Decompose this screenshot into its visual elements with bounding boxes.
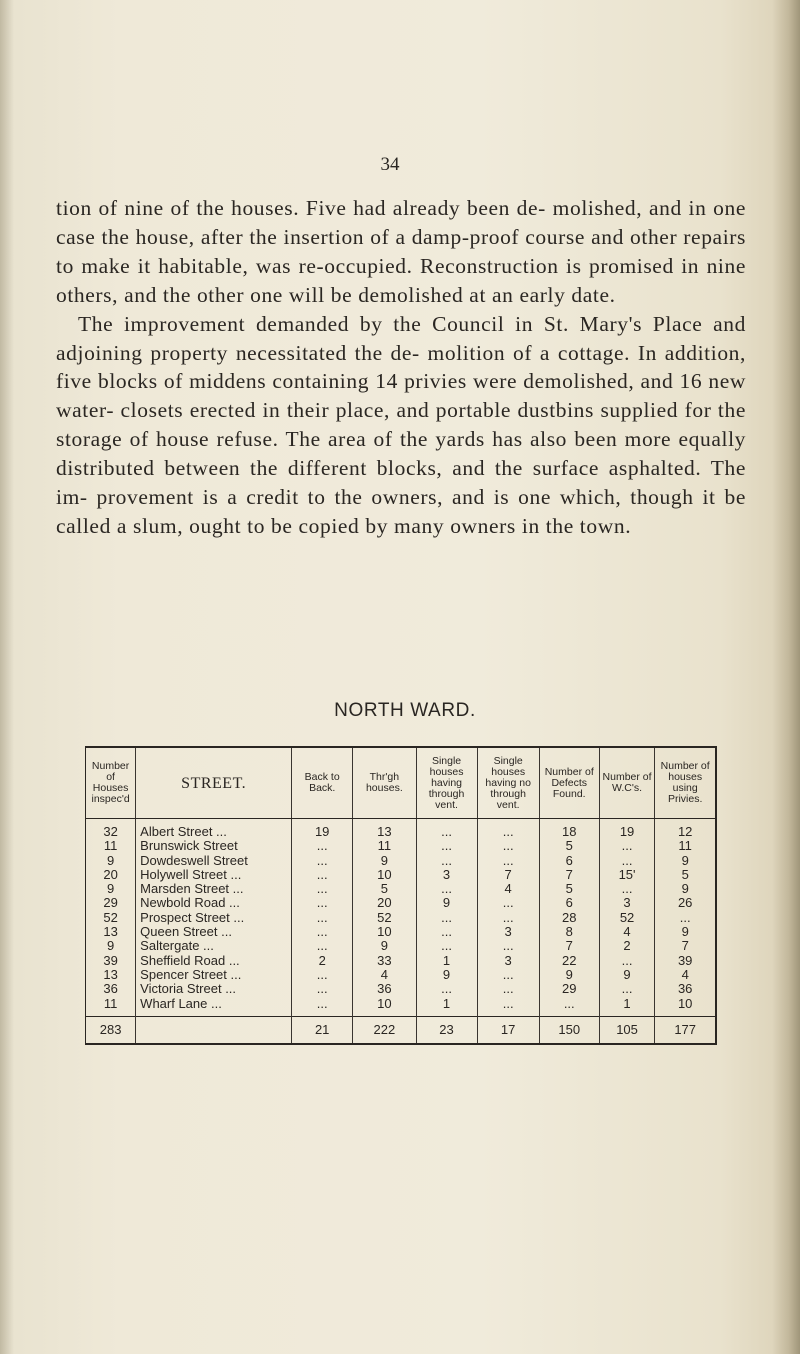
column-header-defects-found: Number of Defects Found. — [539, 747, 599, 819]
table-cell: 13 — [86, 925, 136, 939]
table-row — [86, 968, 717, 982]
table-cell: ... — [599, 839, 655, 853]
table-cell: 7 — [477, 868, 539, 882]
table-cell: 4 — [599, 925, 655, 939]
table-cell: 3 — [477, 925, 539, 939]
table-cell: ... — [477, 968, 539, 982]
table-cell: ... — [477, 854, 539, 868]
totals-row — [86, 1016, 717, 1044]
column-header-back-to-back: Back to Back. — [292, 747, 353, 819]
table-cell: ... — [292, 839, 353, 853]
table-cell: 4 — [477, 882, 539, 896]
table-cell: 7 — [539, 939, 599, 953]
table-cell: 39 — [655, 954, 716, 968]
total-cell: 105 — [599, 1016, 655, 1044]
table-cell: 10 — [353, 868, 416, 882]
table-cell: ... — [477, 982, 539, 996]
table-cell: 36 — [353, 982, 416, 996]
table-cell: 12 — [655, 819, 716, 840]
table-cell: ... — [416, 854, 477, 868]
table-cell: 3 — [477, 954, 539, 968]
total-cell: 21 — [292, 1016, 353, 1044]
table-header-row — [86, 747, 717, 819]
table-cell: 9 — [599, 968, 655, 982]
table-cell: ... — [292, 882, 353, 896]
table-cell: 9 — [655, 882, 716, 896]
table-cell: 9 — [655, 854, 716, 868]
table-cell: 4 — [655, 968, 716, 982]
street-cell: Victoria Street ... — [136, 982, 292, 996]
table-cell: 28 — [539, 911, 599, 925]
street-cell: Wharf Lane ... — [136, 997, 292, 1017]
table-cell: ... — [539, 997, 599, 1017]
page-left-shadow — [0, 0, 14, 1354]
table-cell: 9 — [353, 939, 416, 953]
table-cell: ... — [477, 911, 539, 925]
table-cell: 3 — [416, 868, 477, 882]
column-header-houses-using-privies: Number of houses using Privies. — [655, 747, 716, 819]
street-cell: Holywell Street ... — [136, 868, 292, 882]
table-cell: ... — [477, 997, 539, 1017]
table-cell: 11 — [655, 839, 716, 853]
table-cell: 29 — [86, 896, 136, 910]
street-cell: Marsden Street ... — [136, 882, 292, 896]
table-row — [86, 997, 717, 1017]
table-title: NORTH WARD. — [334, 700, 476, 721]
table-row — [86, 854, 717, 868]
table-row — [86, 939, 717, 953]
table-cell: ... — [416, 911, 477, 925]
table-cell: ... — [477, 896, 539, 910]
table-cell: 8 — [539, 925, 599, 939]
table-row — [86, 911, 717, 925]
table-cell: 36 — [655, 982, 716, 996]
table-cell: 9 — [86, 882, 136, 896]
column-header-street: STREET. — [136, 747, 292, 819]
table-cell: 5 — [353, 882, 416, 896]
total-cell: 222 — [353, 1016, 416, 1044]
table-cell: 1 — [599, 997, 655, 1017]
street-cell: Albert Street ... — [136, 819, 292, 840]
column-header-wcs: Number of W.C's. — [599, 747, 655, 819]
table-cell: ... — [599, 982, 655, 996]
total-cell: 150 — [539, 1016, 599, 1044]
table-cell: ... — [292, 982, 353, 996]
total-cell — [136, 1016, 292, 1044]
table-cell: ... — [292, 896, 353, 910]
table-cell: ... — [416, 939, 477, 953]
table-cell: 11 — [86, 839, 136, 853]
street-cell: Brunswick Street — [136, 839, 292, 853]
table-cell: 19 — [599, 819, 655, 840]
table-cell: ... — [292, 868, 353, 882]
table-row — [86, 982, 717, 996]
table-cell: 11 — [353, 839, 416, 853]
table-cell: 10 — [353, 997, 416, 1017]
table-cell: 15' — [599, 868, 655, 882]
table-cell: 39 — [86, 954, 136, 968]
table-cell: 9 — [353, 854, 416, 868]
table-row — [86, 925, 717, 939]
street-cell: Queen Street ... — [136, 925, 292, 939]
table-cell: ... — [416, 925, 477, 939]
table-cell: ... — [416, 839, 477, 853]
column-header-single-no-through-vent: Single houses having no through vent. — [477, 747, 539, 819]
table-cell: ... — [655, 911, 716, 925]
table-row — [86, 819, 717, 840]
table-cell: 2 — [599, 939, 655, 953]
table-cell: 33 — [353, 954, 416, 968]
table-cell: 26 — [655, 896, 716, 910]
table-cell: ... — [292, 968, 353, 982]
table-cell: ... — [477, 819, 539, 840]
table-cell: 19 — [292, 819, 353, 840]
table-cell: 9 — [86, 939, 136, 953]
table-cell: 52 — [353, 911, 416, 925]
total-cell: 17 — [477, 1016, 539, 1044]
table-cell: ... — [477, 839, 539, 853]
table-cell: 5 — [655, 868, 716, 882]
table-cell: ... — [292, 911, 353, 925]
page-edge-shadow — [772, 0, 800, 1354]
table-cell: 6 — [539, 896, 599, 910]
table-cell: 9 — [655, 925, 716, 939]
table-cell: 13 — [353, 819, 416, 840]
table-cell: 9 — [416, 896, 477, 910]
column-header-through-houses: Thr'gh houses. — [353, 747, 416, 819]
table-cell: 7 — [655, 939, 716, 953]
table-cell: 32 — [86, 819, 136, 840]
table-cell: 2 — [292, 954, 353, 968]
table-cell: ... — [599, 954, 655, 968]
table-cell: ... — [416, 982, 477, 996]
table-body — [86, 819, 717, 1017]
street-cell: Spencer Street ... — [136, 968, 292, 982]
table-cell: 6 — [539, 854, 599, 868]
table-cell: 52 — [599, 911, 655, 925]
table-cell: ... — [292, 997, 353, 1017]
table-cell: ... — [416, 819, 477, 840]
table-cell: 1 — [416, 954, 477, 968]
table-cell: 5 — [539, 839, 599, 853]
table-cell: ... — [599, 854, 655, 868]
body-text — [56, 194, 746, 541]
table-cell: ... — [477, 939, 539, 953]
table-row — [86, 839, 717, 853]
table-cell: 13 — [86, 968, 136, 982]
street-cell: Dowdeswell Street — [136, 854, 292, 868]
table-cell: 10 — [655, 997, 716, 1017]
column-header-single-through-vent: Single houses having through vent. — [416, 747, 477, 819]
street-cell: Prospect Street ... — [136, 911, 292, 925]
table-cell: 20 — [86, 868, 136, 882]
table-cell: 4 — [353, 968, 416, 982]
street-cell: Saltergate ... — [136, 939, 292, 953]
table-cell: ... — [599, 882, 655, 896]
table-cell: 7 — [539, 868, 599, 882]
table-cell: ... — [416, 882, 477, 896]
table-cell: 11 — [86, 997, 136, 1017]
table-cell: ... — [292, 854, 353, 868]
paragraph-2: The improvement demanded by the Council in St. Mary's Place and adjoining property necessitated the de- molition of a cottage. In addition, five blocks of middens containing 14 privies were demolished, and 16 new water- closets erected in their place, and portable dustbins supplied for the storage of house refuse. The area of the yards has also been more equally distributed between the different blocks, and the surface asphalted. The im- provement is a credit to the owners, and is one which, though it be called a slum, ought to be copied by many owners in the town. — [56, 311, 746, 538]
table-cell: 9 — [539, 968, 599, 982]
table-cell: ... — [292, 925, 353, 939]
table-cell: 52 — [86, 911, 136, 925]
table-cell: 3 — [599, 896, 655, 910]
street-cell: Sheffield Road ... — [136, 954, 292, 968]
table-footer — [86, 1016, 717, 1044]
total-cell: 177 — [655, 1016, 716, 1044]
table-cell: 22 — [539, 954, 599, 968]
total-cell: 283 — [86, 1016, 136, 1044]
table-row — [86, 868, 717, 882]
paragraph-1: tion of nine of the houses. Five had already been de- molished, and in one case the house, after the insertion of a damp-proof course and other repairs to make it habitable, was re-occupied. Reconstruction is promised in nine others, and the other one will be demolished at an early date. — [56, 196, 746, 307]
table-cell: 36 — [86, 982, 136, 996]
street-cell: Newbold Road ... — [136, 896, 292, 910]
table-row — [86, 954, 717, 968]
table-cell: 1 — [416, 997, 477, 1017]
table-header — [86, 747, 717, 819]
table-cell: 9 — [416, 968, 477, 982]
table-row — [86, 882, 717, 896]
table-cell: ... — [292, 939, 353, 953]
table-row — [86, 896, 717, 910]
table-cell: 9 — [86, 854, 136, 868]
table-cell: 20 — [353, 896, 416, 910]
table-cell: 29 — [539, 982, 599, 996]
table-cell: 10 — [353, 925, 416, 939]
table-cell: 18 — [539, 819, 599, 840]
column-header-houses-inspected: Number of Houses inspec'd — [86, 747, 136, 819]
table-cell: 5 — [539, 882, 599, 896]
north-ward-table — [85, 746, 717, 1045]
total-cell: 23 — [416, 1016, 477, 1044]
page-number: 34 — [380, 154, 400, 175]
